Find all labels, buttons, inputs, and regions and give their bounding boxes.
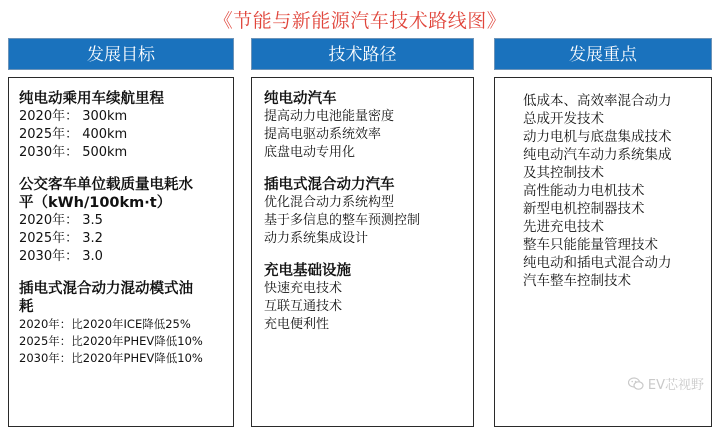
- goals-line: 2020年：比2020年ICE降低25%: [19, 317, 191, 331]
- goals-column: [8, 38, 234, 427]
- focus-item: 及其控制技术: [523, 165, 604, 181]
- paths-line: 互联互通技术: [264, 299, 343, 314]
- focus-item: 汽车整车控制技术: [523, 273, 631, 289]
- goals-line: 2025年： 400km: [19, 127, 128, 142]
- goals-section-title: 纯电动乘用车续航里程: [19, 91, 164, 107]
- paths-column: [251, 38, 474, 427]
- focus-item: 纯电动和插电式混合动力: [523, 255, 672, 271]
- goals-line: 2025年： 3.2: [19, 231, 103, 246]
- goals-header: 发展目标: [8, 38, 234, 70]
- goals-line: 2030年： 500km: [19, 145, 128, 160]
- goals-section-title: 公交客车单位载质量电耗水: [19, 177, 193, 193]
- paths-line: 提高电驱动系统效率: [264, 127, 382, 142]
- goals-box: [8, 77, 234, 427]
- focus-item: 新型电机控制器技术: [523, 201, 645, 217]
- paths-line: 动力系统集成设计: [264, 231, 369, 246]
- paths-section-title: 充电基础设施: [264, 263, 351, 279]
- focus-header: 发展重点: [494, 38, 712, 70]
- watermark-text: EV芯视野: [647, 378, 704, 393]
- goals-section-title: 插电式混合动力混动模式油: [19, 281, 193, 297]
- focus-item: 先进充电技术: [523, 219, 604, 235]
- paths-header: 技术路径: [251, 38, 474, 70]
- paths-section-title: 插电式混合动力汽车: [264, 177, 395, 193]
- goals-line: 2020年： 300km: [19, 109, 128, 124]
- goals-section-title: 平（kWh/100km·t）: [19, 195, 172, 211]
- paths-section-title: 纯电动汽车: [264, 91, 337, 107]
- focus-item: 纯电动汽车动力系统集成: [523, 147, 672, 163]
- paths-line: 快速充电技术: [264, 281, 343, 296]
- focus-item: 动力电机与底盘集成技术: [523, 129, 672, 145]
- paths-box: [251, 77, 474, 427]
- paths-line: 底盘电动专用化: [264, 145, 356, 160]
- focus-item: 整车只能能量管理技术: [523, 237, 658, 253]
- wechat-icon: [628, 377, 644, 391]
- goals-line: 2025年：比2020年PHEV降低10%: [19, 334, 203, 348]
- goals-line: 2020年： 3.5: [19, 213, 103, 228]
- paths-line: 优化混合动力系统构型: [264, 195, 395, 210]
- goals-line: 2030年： 3.0: [19, 249, 103, 264]
- focus-column: [494, 38, 712, 427]
- page-title: 《节能与新能源汽车技术路线图》: [213, 10, 507, 32]
- goals-section-title: 耗: [19, 299, 34, 315]
- focus-item: 低成本、高效率混合动力: [523, 93, 672, 109]
- paths-line: 充电便利性: [264, 317, 330, 332]
- focus-item: 总成开发技术: [523, 111, 604, 127]
- goals-line: 2030年：比2020年PHEV降低10%: [19, 351, 203, 365]
- focus-item: 高性能动力电机技术: [523, 183, 645, 199]
- paths-line: 提高动力电池能量密度: [264, 109, 395, 124]
- paths-line: 基于多信息的整车预测控制: [264, 213, 421, 228]
- watermark: [628, 374, 704, 393]
